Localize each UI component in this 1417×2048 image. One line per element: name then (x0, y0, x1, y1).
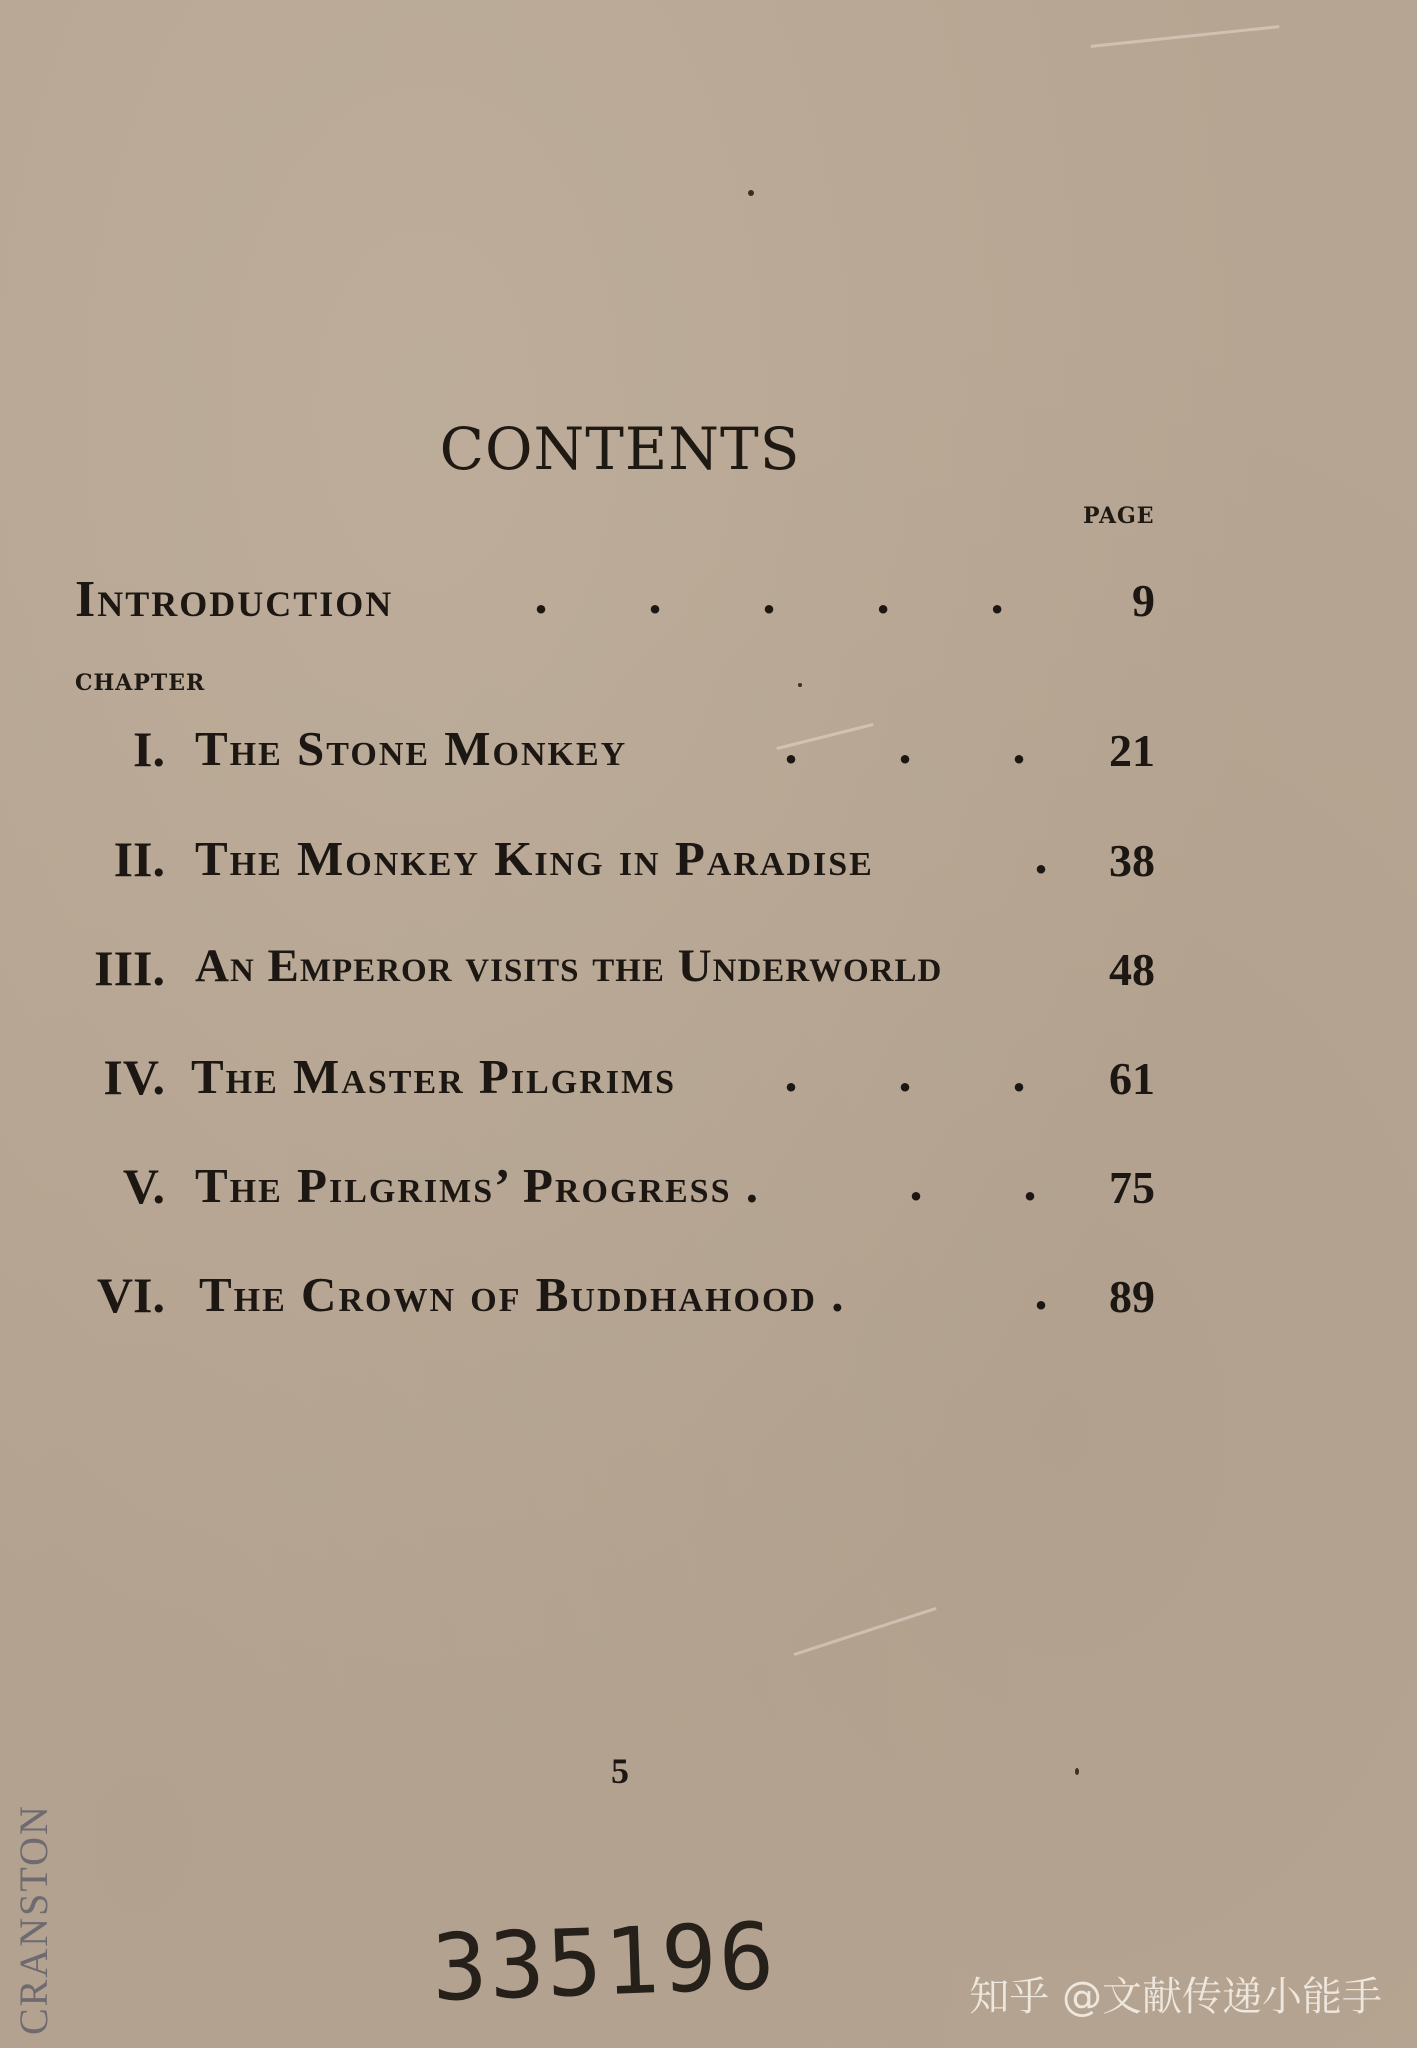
page-title: CONTENTS (439, 415, 801, 483)
entry-page-number: 21 (1109, 725, 1155, 776)
watermark: 知乎 @文献传递小能手 (969, 1974, 1382, 2020)
entry-page-number: 48 (1109, 944, 1155, 995)
dot-leader: . . . (783, 1048, 1028, 1102)
dot-leader: . (1033, 1266, 1050, 1320)
entry-page-number: 9 (1132, 575, 1155, 626)
toc-entry (75, 1048, 1155, 1110)
toc-entry (75, 1157, 1155, 1219)
entry-page-number: 61 (1109, 1053, 1155, 1104)
entry-title: The Crown of Buddhahood . (199, 1267, 846, 1322)
chapter-numeral: III. (94, 940, 165, 996)
chapter-numeral: I. (133, 721, 165, 777)
paper-scratch (1090, 25, 1279, 48)
toc-entry (75, 720, 1155, 782)
entry-title: The Master Pilgrims (191, 1049, 676, 1104)
entry-title: The Pilgrims’ Progress . (195, 1158, 760, 1213)
chapter-numeral: II. (113, 831, 165, 887)
toc-entry (75, 1266, 1155, 1328)
chapter-numeral: V. (122, 1158, 165, 1214)
entry-title: An Emperor visits the Underworld (195, 940, 943, 992)
toc-entry (75, 830, 1155, 892)
paper-speck (798, 683, 802, 687)
entry-page-number: 89 (1109, 1271, 1155, 1322)
dot-leader: . . . . . (533, 570, 1006, 624)
dot-leader: . . . (783, 720, 1028, 774)
toc-entry (75, 939, 1155, 1001)
page-column-header: PAGE (1083, 503, 1155, 529)
library-stamp-name: CRANSTON (11, 1804, 56, 2035)
dot-leader: . . (908, 1157, 1039, 1211)
entry-title: The Stone Monkey (195, 721, 628, 776)
paper-scratch (793, 1607, 937, 1656)
entry-title: The Monkey King in Paradise (195, 831, 874, 886)
entry-page-number: 75 (1109, 1162, 1155, 1213)
chapter-column-header: CHAPTER (75, 670, 206, 696)
paper-speck (748, 190, 754, 196)
accession-number-stamp: 335196 (430, 1902, 778, 2022)
chapter-numeral: IV. (103, 1049, 165, 1105)
folio-page-number: 5 (611, 1751, 629, 1791)
entry-title: Introduction (75, 571, 394, 628)
dot-leader: . (1033, 830, 1050, 884)
chapter-numeral: VI. (96, 1267, 165, 1323)
entry-page-number: 38 (1109, 835, 1155, 886)
toc-entry-introduction (75, 570, 1155, 630)
